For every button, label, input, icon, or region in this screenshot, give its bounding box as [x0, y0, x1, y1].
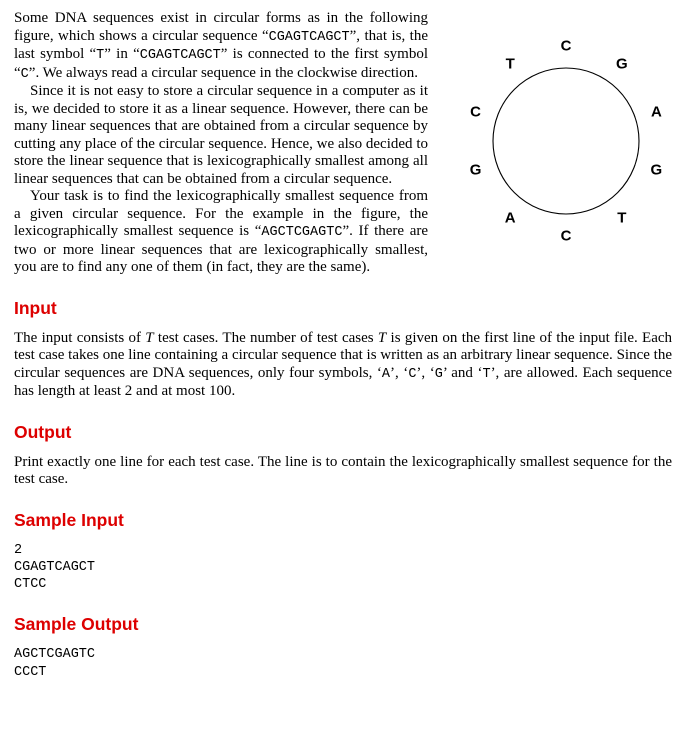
- dna-letter-1: G: [615, 55, 628, 73]
- mono-text: AGCTCGAGTC: [261, 225, 343, 240]
- body-text: ”. We always read a circular sequence in the clockwise direction.: [28, 64, 418, 81]
- sample-output-block: [14, 646, 672, 681]
- dna-letter-5: C: [560, 227, 572, 245]
- dna-letter-7: G: [469, 161, 482, 179]
- dna-letter-2: A: [650, 103, 662, 121]
- dna-letter-9: T: [505, 55, 515, 73]
- body-text: Your task is to find the lexicographically smallest sequence from a given circular sequence. For the example in the figure, the lexicographically smallest sequence is “: [14, 188, 428, 239]
- mono-text: C: [408, 366, 417, 382]
- input-paragraph: [14, 330, 672, 401]
- code-line: CCCT: [14, 664, 47, 680]
- body-text: Some DNA sequences exist in circular forms as in the following figure, which shows a circular sequence “: [14, 10, 428, 44]
- sample-output-heading: Sample Output: [14, 614, 139, 635]
- body-text: ”, that is, the last symbol “: [14, 27, 429, 62]
- body-text: is given on the first line of the input file. Each test case takes one line containing a circular sequence that is written as an arbitrary linear sequence. Since the circular sequences are DNA sequences, only four symbols, ‘: [14, 329, 673, 381]
- dna-letter-4: T: [617, 209, 627, 227]
- body-text: Since it is not easy to store a circular sequence in a computer as it is, we decided to store it as a linear sequence. However, there can be many linear sequences that are obtained from a circular sequence by cutting any place of the circular sequence. Hence, we also decided to store the linear sequence that is lexicographically smallest among all linear sequences that can be obtained from a circular sequence.: [14, 83, 428, 187]
- circular-sequence-figure: [466, 18, 666, 264]
- dna-letter-3: G: [650, 161, 663, 179]
- body-text: ”. If there are two or more linear sequences that are lexicographically smallest, you are to find any one of them (in fact, they are the same).: [14, 223, 428, 275]
- body-text: ’, are allowed. Each sequence has length at least 2 and at most 100.: [14, 364, 672, 399]
- body-text: ” is connected to the first symbol “: [14, 46, 428, 81]
- mono-text: T: [482, 366, 491, 382]
- sample-input-heading: Sample Input: [14, 509, 124, 530]
- body-text: Print exactly one line for each test case. The line is to contain the lexicographically smallest sequence for the test case.: [14, 453, 672, 487]
- body-text: The input consists of: [14, 329, 146, 346]
- body-text: ’ and ‘: [442, 364, 483, 381]
- code-line: 2: [14, 542, 23, 558]
- body-text: ’, ‘: [390, 364, 409, 381]
- sample-input-block: [14, 542, 672, 594]
- output-paragraph: [14, 454, 672, 489]
- input-heading: Input: [14, 297, 57, 318]
- sequence-circle: [493, 68, 639, 214]
- body-text: ” in “: [104, 46, 140, 62]
- mono-text: T: [96, 48, 105, 63]
- dna-letter-8: C: [470, 103, 482, 121]
- mono-text: C: [20, 66, 29, 82]
- dna-letter-6: A: [504, 209, 516, 227]
- italic-text: T: [145, 329, 154, 346]
- output-heading: Output: [14, 421, 72, 442]
- dna-letter-0: C: [560, 37, 572, 55]
- mono-text: CGAGTCAGCT: [268, 29, 350, 45]
- italic-text: T: [377, 329, 387, 346]
- code-line: CGAGTCAGCT: [14, 559, 96, 575]
- code-line: AGCTCGAGTC: [14, 647, 96, 663]
- body-text: ’, ‘: [416, 364, 435, 381]
- body-text: test cases. The number of test cases: [153, 329, 378, 346]
- mono-text: CGAGTCAGCT: [139, 48, 221, 63]
- mono-text: A: [381, 366, 391, 382]
- code-line: CTCC: [14, 577, 47, 593]
- mono-text: G: [434, 366, 443, 382]
